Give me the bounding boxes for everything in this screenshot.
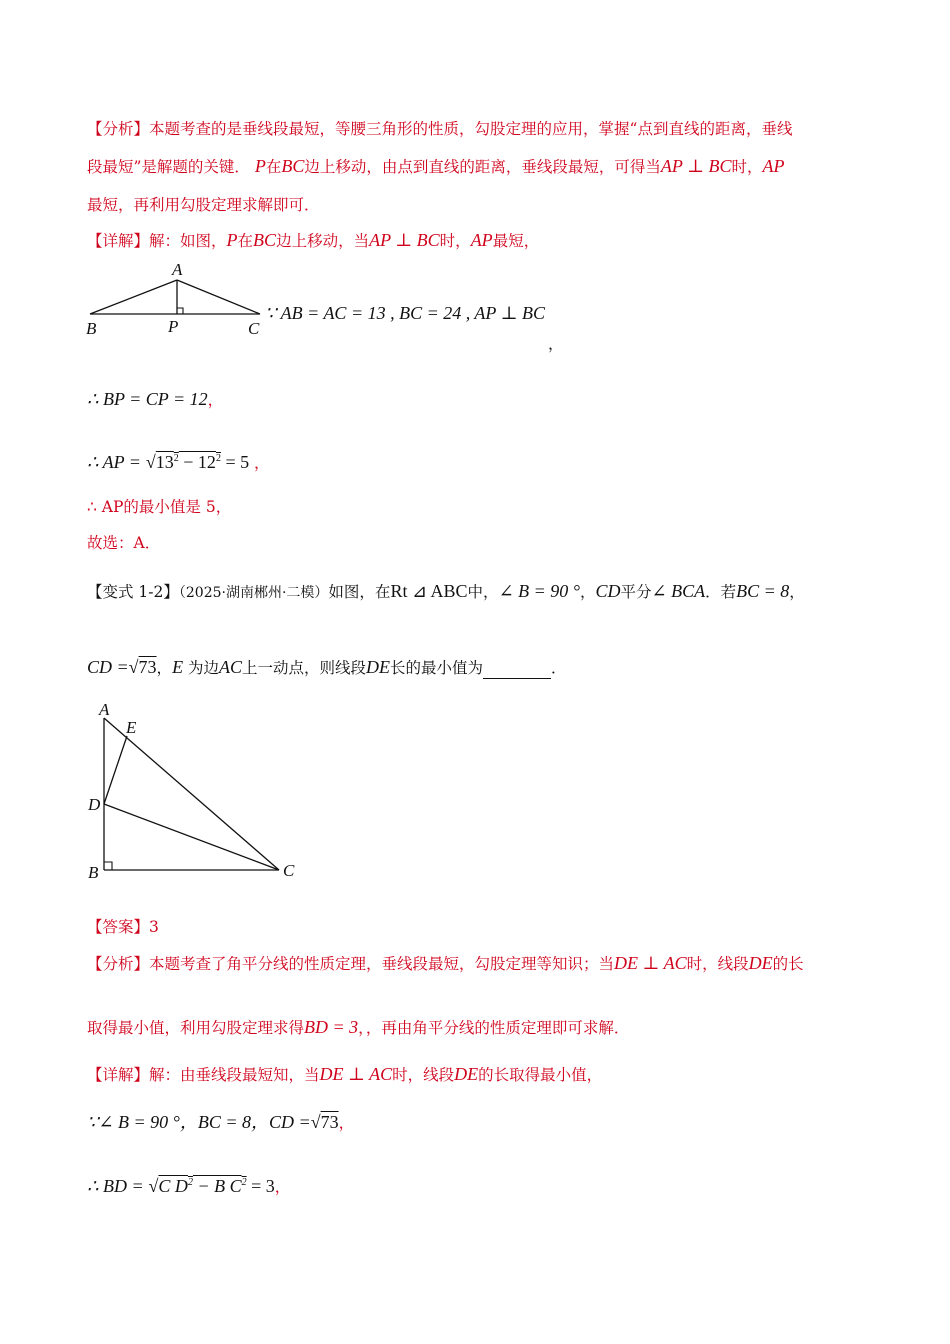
detail-label: 【详解】 — [87, 232, 150, 250]
fig1-right-angle-mark — [177, 308, 183, 314]
answer-value: 3 — [149, 918, 159, 936]
min-value-line: ∴ AP的最小值是 5， — [87, 498, 232, 516]
analysis-label: 【分析】 — [87, 120, 150, 138]
fig2-line-de — [104, 736, 127, 804]
fig2-label-e: E — [126, 718, 137, 737]
fig2-label-d: D — [88, 795, 101, 814]
fig1-line-ab — [90, 280, 177, 314]
fig2-line-dc — [104, 804, 279, 870]
radical-sign: √ — [145, 452, 156, 472]
fig1-label-a: A — [172, 260, 183, 279]
fig2-label-a: A — [99, 700, 110, 719]
variant-line2: CD =√73，E 为边AC上一动点，则线段DE长的最小值为 ． — [87, 657, 567, 677]
variant-label: 【变式 1-2】 — [87, 583, 179, 601]
triangle-figure-2 — [82, 698, 302, 888]
analysis1-line3: 最短，再利用勾股定理求解即可． — [87, 196, 320, 214]
fig2-label-c: C — [283, 861, 295, 880]
analysis2-line2: 取得最小值，利用勾股定理求得BD = 3，，再由角平分线的性质定理即可求解． — [87, 1017, 630, 1037]
fig2-right-angle-mark — [104, 862, 112, 870]
choice-line: 故选：A． — [87, 534, 161, 552]
analysis1-line1: 【分析】本题考查的是垂线段最短，等腰三角形的性质，勾股定理的应用，掌握“点到直线的距离，垂线 — [87, 120, 793, 138]
fig2-label-b: B — [88, 863, 99, 882]
bp-equation: ∴ BP = CP = 12， — [87, 389, 224, 409]
ap-radicand: $13^2 - 12^2$ — [155, 452, 221, 472]
analysis1-line2: 段最短”是解题的关键． P在BC边上移动，由点到直线的距离，垂线段最短，可得当AP ⊥ BC时，AP — [87, 156, 785, 176]
variant-line1: 【变式 1-2】（2025·湖南郴州·二模）如图，在Rt ⊿ ABC中，∠ B = 90 °，CD平分∠ BCA．若BC = 8， — [87, 581, 805, 601]
fig1-label-c: C — [248, 319, 260, 338]
fig1-label-p: P — [168, 317, 179, 336]
analysis2-line1: 【分析】本题考查了角平分线的性质定理，垂线段最短，勾股定理等知识；当DE ⊥ AC时，线段DE的长 — [87, 953, 804, 973]
answer-blank — [483, 662, 551, 679]
answer-line — [87, 916, 159, 938]
fig2-line-ac — [104, 718, 279, 870]
detail2-line1: 【详解】解：由垂线段最短知，当DE ⊥ AC时，线段DE的长取得最小值， — [87, 1064, 603, 1084]
fig1-label-b: B — [86, 319, 97, 338]
bd-equation: ∴ BD = √C $D^2 - B$ $C^2 = 3$， — [87, 1176, 291, 1196]
answer-label: 【答案】 — [87, 918, 150, 936]
fig1-line-ac — [177, 280, 260, 314]
triangle-figure-1 — [82, 258, 272, 340]
comma-1: ， — [548, 335, 564, 353]
because-statement-1: ∵ AB = AC = 13 , BC = 24 , AP ⊥ BC — [265, 303, 546, 323]
ap-equation: ∴ AP = $√13^2 - 12^2 = 5$ ， — [87, 452, 270, 472]
detail1-line1: 【详解】解：如图，P在BC边上移动，当AP ⊥ BC时，AP最短， — [87, 230, 540, 250]
detail2-because: ∵∠ B = 90 °，BC = 8，CD =√73， — [87, 1112, 355, 1132]
bd-radicand: C $D^2 - B$ $C^2$ — [158, 1176, 247, 1196]
